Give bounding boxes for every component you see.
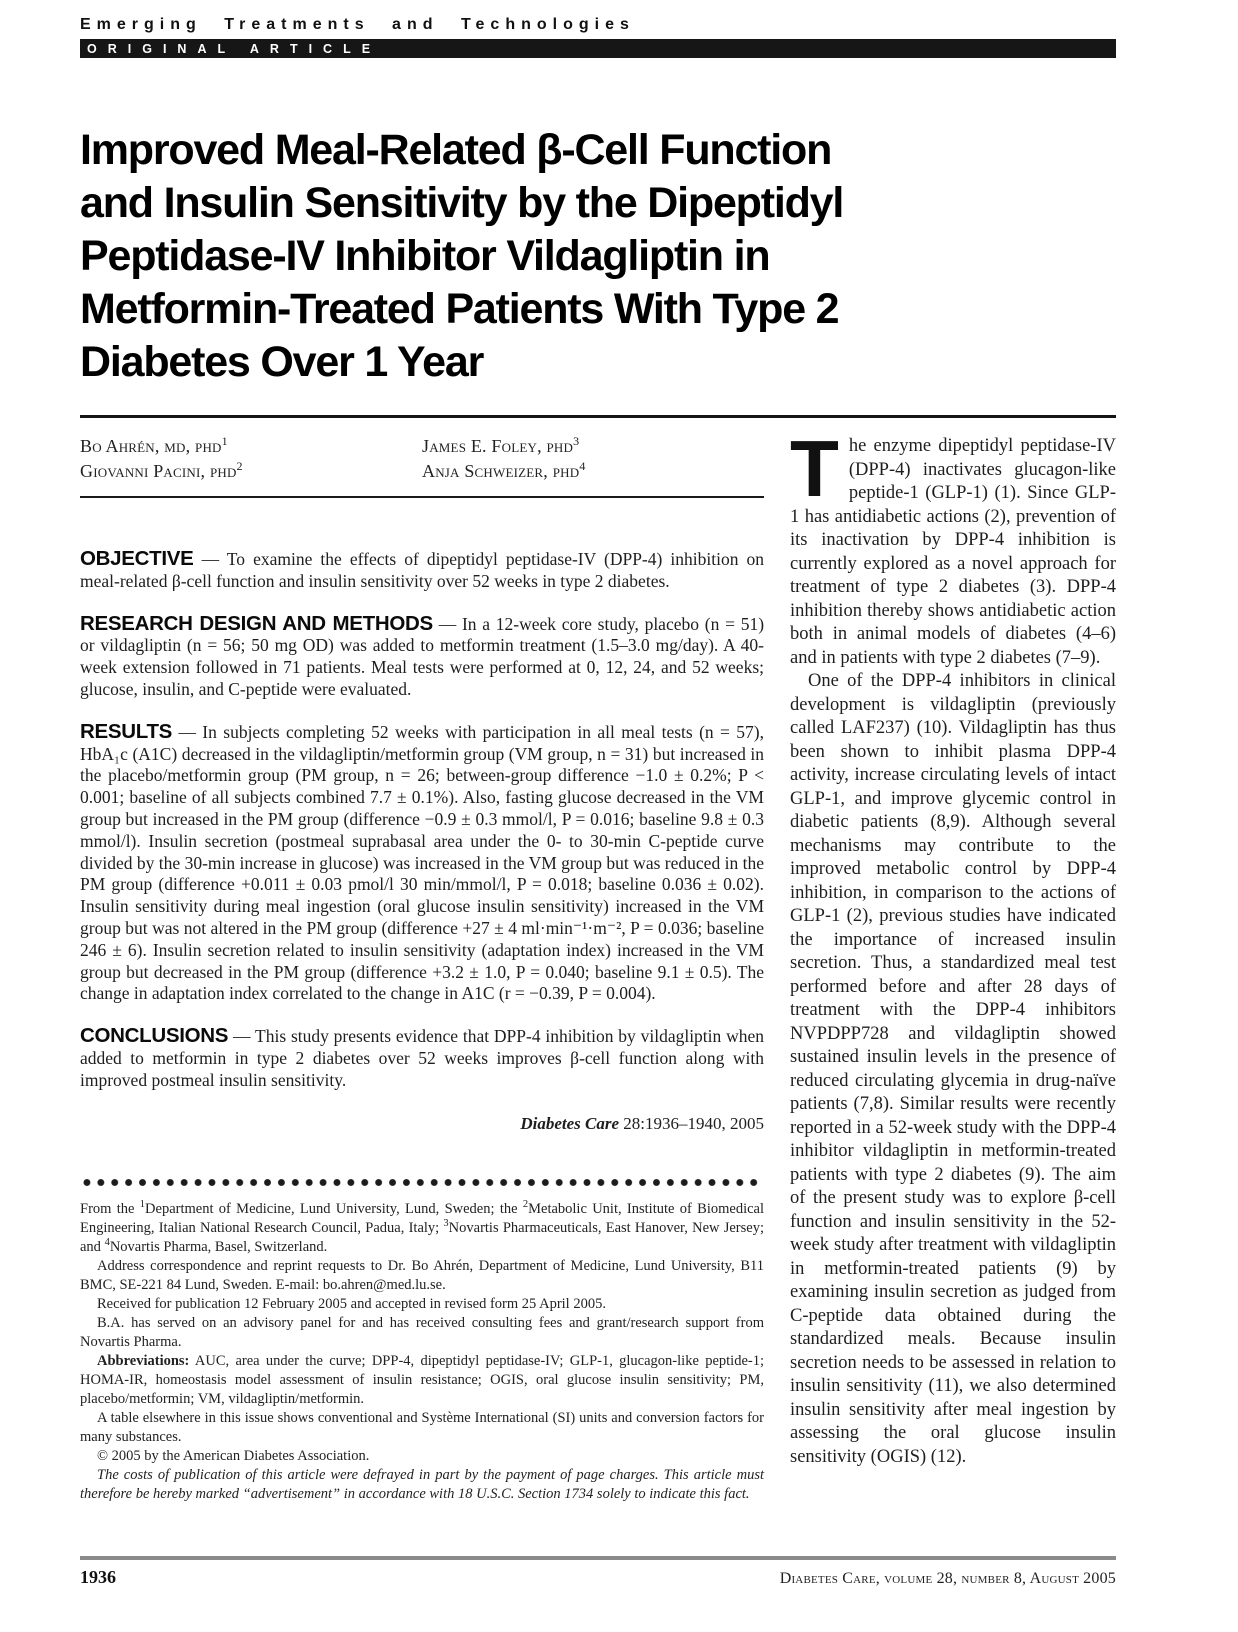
two-column-layout xyxy=(80,418,1116,1504)
copyright-note: © 2005 by the American Diabetes Association. xyxy=(97,1447,370,1464)
title-line: Peptidase-IV Inhibitor Vildagliptin in xyxy=(80,232,770,280)
footnotes xyxy=(80,1200,764,1504)
title-line: and Insulin Sensitivity by the Dipeptidyl xyxy=(80,179,844,227)
footer-rule xyxy=(80,1556,1116,1560)
abstract-section-body: — This study presents evidence that DPP-4 inhibition by vildagliptin when added to metformin in type 2 diabetes over 52 weeks improves β-cell function along with improved postmeal insulin sensitivity. xyxy=(80,1026,765,1090)
author: Bo Ahrén, md, phd$^1$ xyxy=(80,434,228,456)
si-units-note: A table elsewhere in this issue shows conventional and Système International (SI) units and conversion factors for many substances. xyxy=(80,1409,764,1445)
masthead xyxy=(80,16,1116,58)
author: James E. Foley, phd$^3$ xyxy=(422,434,580,456)
abstract-conclusions xyxy=(80,1025,764,1091)
dotted-separator xyxy=(80,1178,764,1187)
article-title xyxy=(80,124,1116,389)
affiliation-number: 1 xyxy=(139,1198,146,1210)
abstract-section-body: — In a 12-week core study, placebo (n = 51) or vildagliptin (n = 56; 50 mg OD) was added to metformin treatment (1.5–3.0 mg/day). A 40-week extension followed in 71 patients. Meal tests were performed at 0, 12, 24, and 52 weeks; glucose, insulin, and C-peptide were evaluated. xyxy=(80,613,765,699)
authors-block xyxy=(80,418,764,496)
affiliation-number: 4 xyxy=(104,1236,110,1248)
article-type-bar xyxy=(80,39,1116,58)
article-type-label: ORIGINAL ARTICLE xyxy=(87,41,382,56)
abstract-methods xyxy=(80,613,764,701)
disclosure-note: B.A. has served on an advisory panel for and has received consulting fees and grant/research support from Novartis Pharma. xyxy=(80,1314,764,1350)
intro-paragraph-2: One of the DPP-4 inhibitors in clinical development is vildagliptin (previously called LAF237) (10). Vildagliptin has thus been shown to inhibit plasma DPP-4 activity, increase circulating levels of intact GLP-1, and improve glycemic control in diabetic patients (8,9). Although several mechanisms may contribute to the improved metabolic control by DPP-4 inhibition, in comparison to the actions of GLP-1 (2), previous studies have indicated the importance of increased insulin secretion. Thus, a standardized meal test performed before and after 28 days of treatment with the DPP-4 inhibitors NVPDPP728 and vildagliptin showed sustained insulin levels in the presence of reduced circulating glycemia in drug-naïve patients (7,8). Similar results were recently reported in a 52-week study with the DPP-4 inhibitor vildagliptin in metformin-treated patients with type 2 diabetes (9). The aim of the present study was to explore β-cell function and insulin sensitivity in the 52-week study after treatment with vildagliptin in metformin-treated patients (9) by examining insulin secretion as judged from C-peptide data obtained during the standardized meals. Because insulin secretion needs to be assessed in relation to insulin sensitivity (11), we also determined insulin sensitivity after meal ingestion by assessing the oral glucose insulin sensitivity (OGIS) (12). xyxy=(790,671,1116,1467)
author-affiliation-mark: 2 xyxy=(236,459,243,473)
page-number: 1936 xyxy=(80,1567,116,1587)
abstract-section-heading: CONCLUSIONS xyxy=(80,1024,229,1048)
correspondence-note: Address correspondence and reprint requests to Dr. Bo Ahrén, Department of Medicine, Lund University, B11 BMC, SE-221 84 Lund, Sweden. E-mail: bo.ahren@med.lu.se. xyxy=(80,1257,764,1293)
page-footer xyxy=(80,1556,1116,1588)
abstract-objective xyxy=(80,548,764,593)
page-content xyxy=(80,16,1116,1504)
author-affiliation-mark: 3 xyxy=(573,434,580,448)
abstract-section-heading: OBJECTIVE xyxy=(80,547,194,570)
title-line: Improved Meal-Related β-Cell Function xyxy=(80,126,832,174)
abstract-section-body: — In subjects completing 52 weeks with participation in all meal tests (n = 57), HbA₁c (A1C) decreased in the vildagliptin/metformin group (VM group, n = 31) but increased in the placebo/metformin group (PM group, n = 26; between-group difference −1.0 ± 0.2%; P < 0.001; baseline of all subjects combined 7.7 ± 0.1%). Also, fasting glucose decreased in the VM group but increased in the PM group (difference −0.9 ± 0.3 mmol/l, P = 0.016; baseline 9.8 ± 0.3 mmol/l). Insulin secretion (postmeal suprabasal area under the 0- to 30-min C-peptide curve divided by the 30-min increase in glucose) was increased in the VM group but was reduced in the PM group (difference +0.011 ± 0.03 pmol/l 30 min/mmol/l, P = 0.018; baseline 0.036 ± 0.02). Insulin sensitivity during meal ingestion (oral glucose insulin sensitivity) increased in the VM group but was not altered in the PM group (difference +27 ± 4 ml·min⁻¹·m⁻², P = 0.036; baseline 246 ± 6). Insulin secretion related to insulin sensitivity (adaptation index) increased in the VM group but decreased in the PM group (difference +3.2 ± 1.0, P = 0.040; baseline 9.1 ± 0.5). The change in adaptation index correlated to the change in A1C (r = −0.39, P = 0.004). xyxy=(80,721,764,1004)
journal-volume-line: Diabetes Care, volume 28, number 8, August 2005 xyxy=(779,1570,1116,1587)
authors-rule xyxy=(80,496,764,498)
affiliation-number: 3 xyxy=(443,1217,449,1229)
abbreviations-label: Abbreviations: xyxy=(97,1352,190,1369)
author: Giovanni Pacini, phd$^2$ xyxy=(80,459,243,481)
abstract-section-heading: RESEARCH DESIGN AND METHODS xyxy=(80,611,433,635)
author-affiliation-mark: 1 xyxy=(221,434,228,448)
affiliation-number: 2 xyxy=(522,1198,529,1210)
author-affiliation-mark: 4 xyxy=(579,459,586,473)
abstract-section-body: — To examine the effects of dipeptidyl peptidase-IV (DPP-4) inhibition on meal-related β-cell function and insulin sensitivity over 52 weeks in type 2 diabetes. xyxy=(80,549,765,591)
page-charges-note: The costs of publication of this article were defrayed in part by the payment of page charges. This article must therefore be hereby marked “advertisement” in accordance with 18 U.S.C. Section 1734 solely to indicate this fact. xyxy=(80,1466,764,1502)
abstract-section-heading: RESULTS xyxy=(80,719,173,743)
right-column xyxy=(790,418,1116,1504)
title-line: Metformin-Treated Patients With Type 2 xyxy=(80,285,839,333)
left-column xyxy=(80,418,764,1504)
citation-reference: 28:1936–1940, 2005 xyxy=(623,1113,764,1133)
author: Anja Schweizer, phd$^4$ xyxy=(422,459,586,481)
abstract-results xyxy=(80,721,764,1005)
abbreviations-note: Abbreviations: AUC, area under the curve; DPP-4, dipeptidyl peptidase-IV; GLP-1, glucagon-like peptide-1; HOMA-IR, homeostasis model assessment of insulin resistance; OGIS, oral glucose insulin sensitivity; PM, placebo/metformin; VM, vildagliptin/metformin. xyxy=(80,1352,764,1407)
received-note: Received for publication 12 February 2005 and accepted in revised form 25 April 2005. xyxy=(97,1295,606,1312)
citation-journal-name: Diabetes Care xyxy=(520,1113,620,1133)
authors-group-left xyxy=(80,434,422,484)
abstract xyxy=(80,548,764,1134)
journal-citation xyxy=(80,1114,764,1134)
title-line: Diabetes Over 1 Year xyxy=(80,338,484,386)
drop-cap: T xyxy=(790,424,839,513)
introduction-text xyxy=(790,424,1116,1469)
authors-group-right xyxy=(422,434,764,484)
intro-paragraph-1: The enzyme dipeptidyl peptidase-IV (DPP-4) inactivates glucagon-like peptide-1 (GLP-1) (1). Since GLP-1 has antidiabetic actions (2), prevention of its inactivation by DPP-4 inhibition is currently explored as a novel approach for treatment of type 2 diabetes (3). DPP-4 inhibition thereby shows antidiabetic action both in animal models of diabetes (4–6) and in patients with type 2 diabetes (7–9). xyxy=(790,424,1116,668)
affiliations-note: From the $^1$Department of Medicine, Lund University, Lund, Sweden; the $^2$Metabolic Unit, Institute of Biomedical Engineering, Italian National Research Council, Padua, Italy; $^3$Novartis Pharmaceuticals, East Hanover, New Jersey; and $^4$Novartis Pharma, Basel, Switzerland. xyxy=(80,1198,765,1255)
section-eyebrow: Emerging Treatments and Technologies xyxy=(80,16,635,33)
